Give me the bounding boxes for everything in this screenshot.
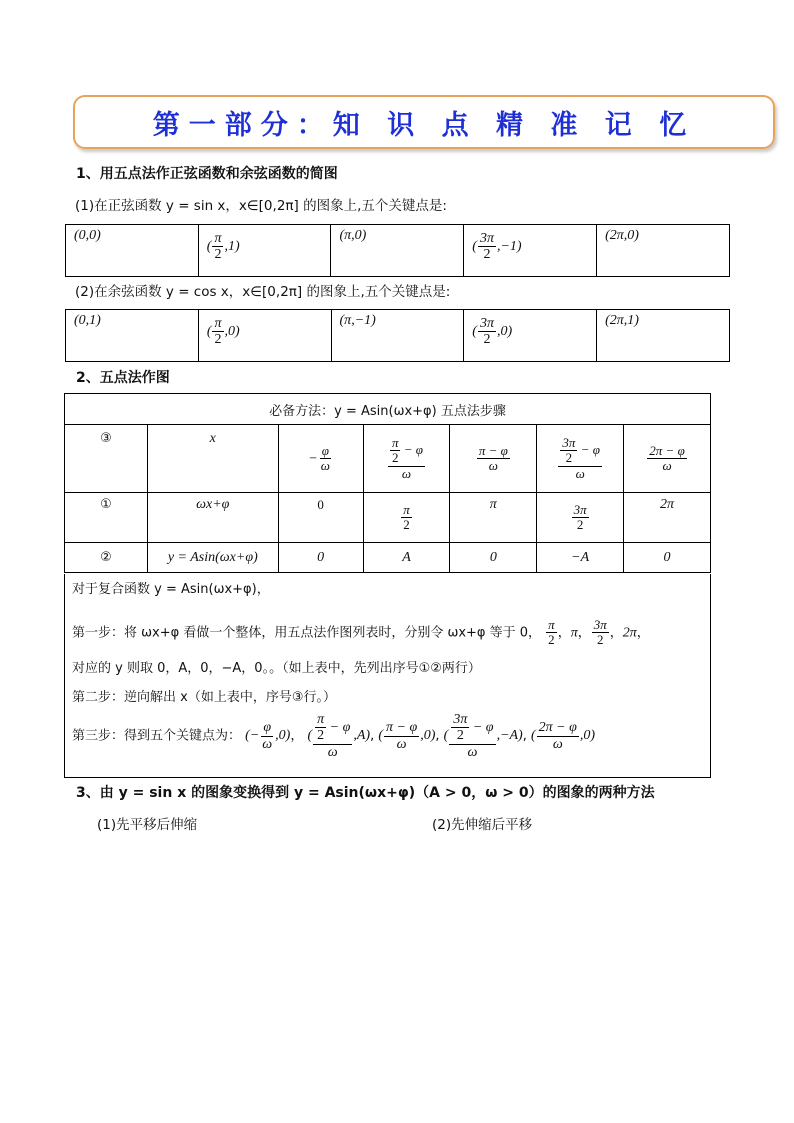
table-cell: (2π,0) <box>597 225 730 277</box>
table-cell: 0 <box>278 493 363 543</box>
step3-prefix: 第三步：得到五个关键点为： <box>72 728 242 744</box>
step1-prefix: 第一步：将 ωx+φ 看做一个整体，用五点法作图列表时，分别令 ωx+φ 等于 0， <box>72 625 542 641</box>
table-cell: ( $\frac{\pi}{2}$ ,0) <box>198 310 331 362</box>
row-label-3: ③ <box>65 425 148 493</box>
table-cell: 0 <box>624 543 711 573</box>
table-cell: 0 <box>450 543 537 573</box>
table-cell: ( $\frac{\pi}{2}$ ,1) <box>198 225 331 277</box>
table-cell: (0,0) <box>66 225 199 277</box>
table-cell: (π,−1) <box>331 310 464 362</box>
row-expr-y: y = Asin(ωx+φ) <box>147 543 278 573</box>
section3-heading: 3、由 y = sin x 的图象变换得到 y = Asin(ωx+φ)（A > 0，ω > 0）的图象的两种方法 <box>76 785 655 801</box>
banner-title: 第一部分：知 识 点 精 准 记 忆 <box>152 109 696 141</box>
table-cell: $\frac{\pi - \varphi}{\omega}$ <box>450 425 537 493</box>
table-cell: $\frac{3\pi}{2}$ <box>537 493 624 543</box>
table-cell: (0,1) <box>66 310 199 362</box>
table-cell: (2π,1) <box>597 310 730 362</box>
table-cell: 0 <box>278 543 363 573</box>
table-cell: −A <box>537 543 624 573</box>
table-cell: − $\frac{\varphi}{\omega}$ <box>278 425 363 493</box>
cos-intro-line: (2)在余弦函数 y = cos x，x∈[0,2π] 的图象上,五个关键点是: <box>75 284 451 300</box>
sin-intro-line: (1)在正弦函数 y = sin x，x∈[0,2π] 的图象上,五个关键点是: <box>75 198 447 214</box>
table-cell: ( $\frac{3\pi}{2}$ ,−1) <box>464 225 597 277</box>
table-cell: ( $\frac{3\pi}{2}$ ,0) <box>464 310 597 362</box>
sin-key-points-table <box>65 224 730 277</box>
table-cell: $\frac{\pi}{2}$ − φ ω <box>363 425 450 493</box>
row-expr-x: x <box>147 425 278 493</box>
step2-text: 第二步：逆向解出 x（如上表中，序号③行。） <box>72 690 336 705</box>
step1-values-text: 对应的 y 则取 0，A，0，−A，0。。（如上表中，先列出序号①②两行） <box>72 661 481 676</box>
table-cell: (π,0) <box>331 225 464 277</box>
section2-heading: 2、五点法作图 <box>76 370 170 386</box>
table-cell: 2π <box>624 493 711 543</box>
title-banner <box>73 95 775 149</box>
table-title: 必备方法：y = Asin(ωx+φ) 五点法步骤 <box>65 394 711 425</box>
row-label-1: ① <box>65 493 148 543</box>
table-cell: $\frac{\pi}{2}$ <box>363 493 450 543</box>
method1-label: (1)先平移后伸缩 <box>97 817 198 833</box>
table-cell: π <box>450 493 537 543</box>
row-label-2: ② <box>65 543 148 573</box>
composite-intro: 对于复合函数 y = Asin(ωx+φ)， <box>72 582 270 597</box>
table-cell: $\frac{2\pi - \varphi}{\omega}$ <box>624 425 711 493</box>
cos-key-points-table <box>65 309 730 362</box>
table-cell: A <box>363 543 450 573</box>
method2-label: (2)先伸缩后平移 <box>432 817 533 833</box>
section1-heading: 1、用五点法作正弦函数和余弦函数的简图 <box>76 166 338 182</box>
step3-text: 第三步：得到五个关键点为： (− $\frac{\varphi}{\omega}$ ,0)， ( $\frac{\pi}{2}$ − φ ω ,A), ( $\frac{\pi - \varphi}{\omega}$ ,0), ( $\frac{3\pi}{2}$ − φ ω ,−A), ( $\frac{2\pi - \varphi}{\omega}$ ,0) <box>72 712 596 760</box>
five-point-table <box>64 393 711 573</box>
table-cell: $\frac{3\pi}{2}$ − φ ω <box>537 425 624 493</box>
row-expr-phase: ωx+φ <box>147 493 278 543</box>
step1-text: 第一步：将 ωx+φ 看做一个整体，用五点法作图列表时，分别令 ωx+φ 等于 0， $\frac{\pi}{2}$ ，π， $\frac{3\pi}{2}$ ，2π， <box>72 617 650 648</box>
